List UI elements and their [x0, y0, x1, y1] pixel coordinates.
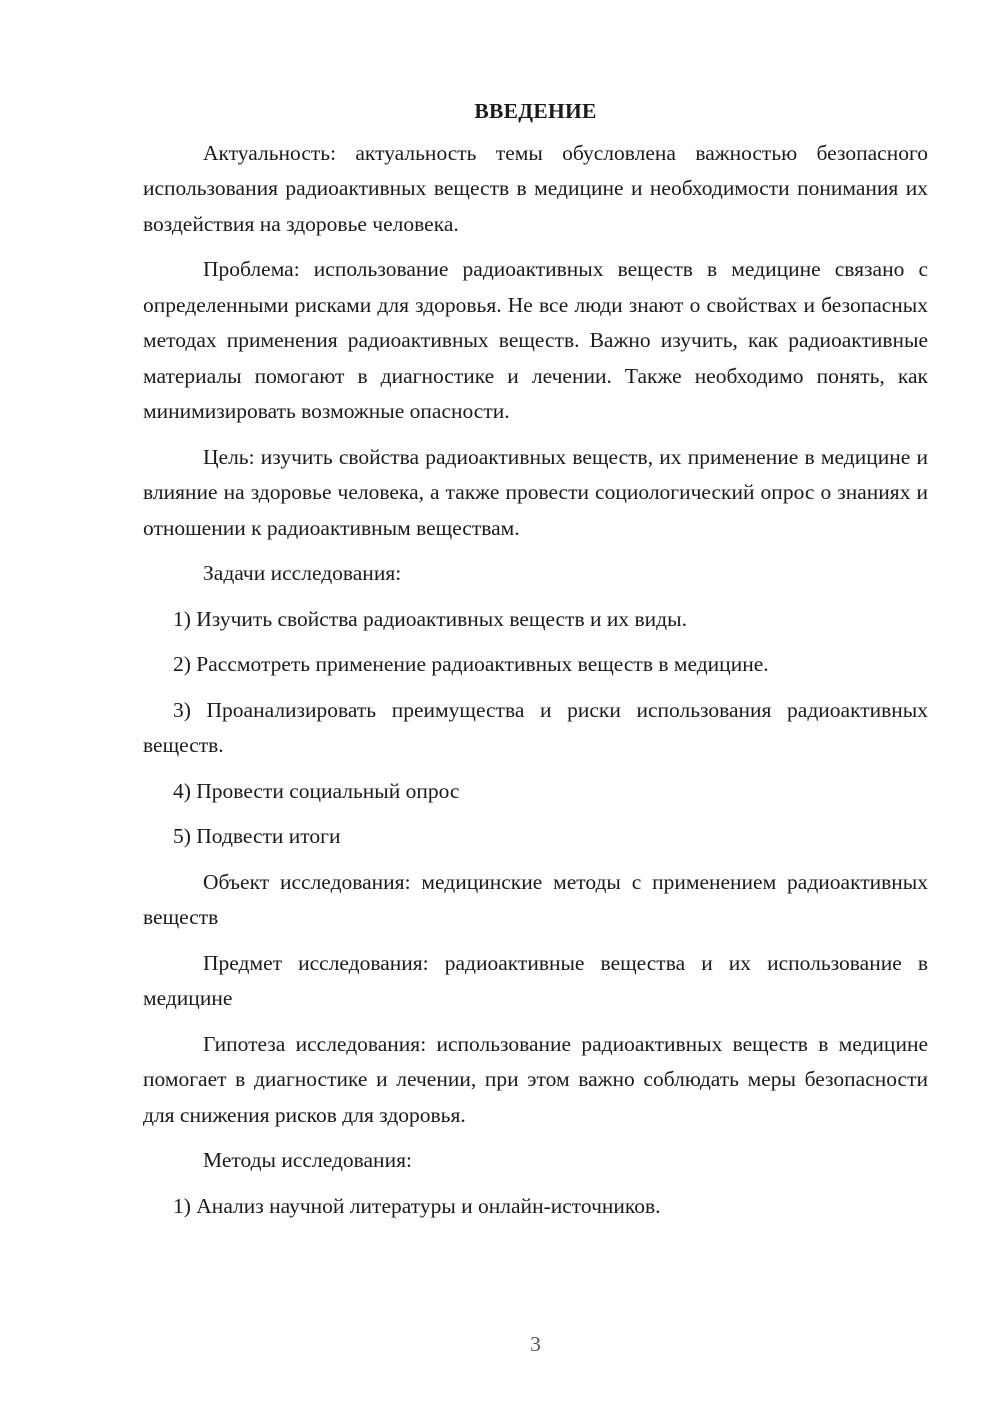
task-item-1: 1) Изучить свойства радиоактивных веществ и их виды. [173, 606, 687, 631]
page-number: 3 [530, 1332, 541, 1356]
goal-paragraph: Цель: изучить свойства радиоактивных веществ, их применение в медицине и влияние на здоровье человека, а также провести социологический опрос о знаниях и отношении к радиоактивным веществам. [143, 444, 928, 540]
relevance-paragraph: Актуальность: актуальность темы обусловлена важностью безопасного использования радиоактивных веществ в медицине и необходимости понимания их воздействия на здоровье человека. [143, 140, 928, 236]
subject-paragraph: Предмет исследования: радиоактивные вещества и их использование в медицине [143, 950, 928, 1010]
task-item-5: 5) Подвести итоги [173, 824, 341, 848]
section-title: ВВЕДЕНИЕ [474, 99, 597, 123]
task-item-2: 2) Рассмотреть применение радиоактивных веществ в медицине. [173, 652, 769, 676]
methods-heading: Методы исследования: [203, 1148, 412, 1172]
task-item-3: 3) Проанализировать преимущества и риски использования радиоактивных веществ. [143, 697, 928, 757]
page-content [143, 94, 928, 1234]
tasks-heading: Задачи исследования: [203, 561, 402, 585]
problem-paragraph: Проблема: использование радиоактивных веществ в медицине связано с определенными рисками для здоровья. Не все люди знают о свойствах и безопасных методах применения радиоактивных веществ. Важно изучить, как радиоактивные материалы помогают в диагностике и лечении. Также необходимо понять, как минимизировать возможные опасности. [143, 257, 928, 423]
method-item-1: 1) Анализ научной литературы и онлайн-источников. [173, 1193, 661, 1218]
hypothesis-paragraph: Гипотеза исследования: использование радиоактивных веществ в медицине помогает в диагностике и лечении, при этом важно соблюдать меры безопасности для снижения рисков для здоровья. [143, 1031, 928, 1127]
object-paragraph: Объект исследования: медицинские методы с применением радиоактивных веществ [143, 869, 928, 929]
task-item-4: 4) Провести социальный опрос [173, 778, 460, 803]
